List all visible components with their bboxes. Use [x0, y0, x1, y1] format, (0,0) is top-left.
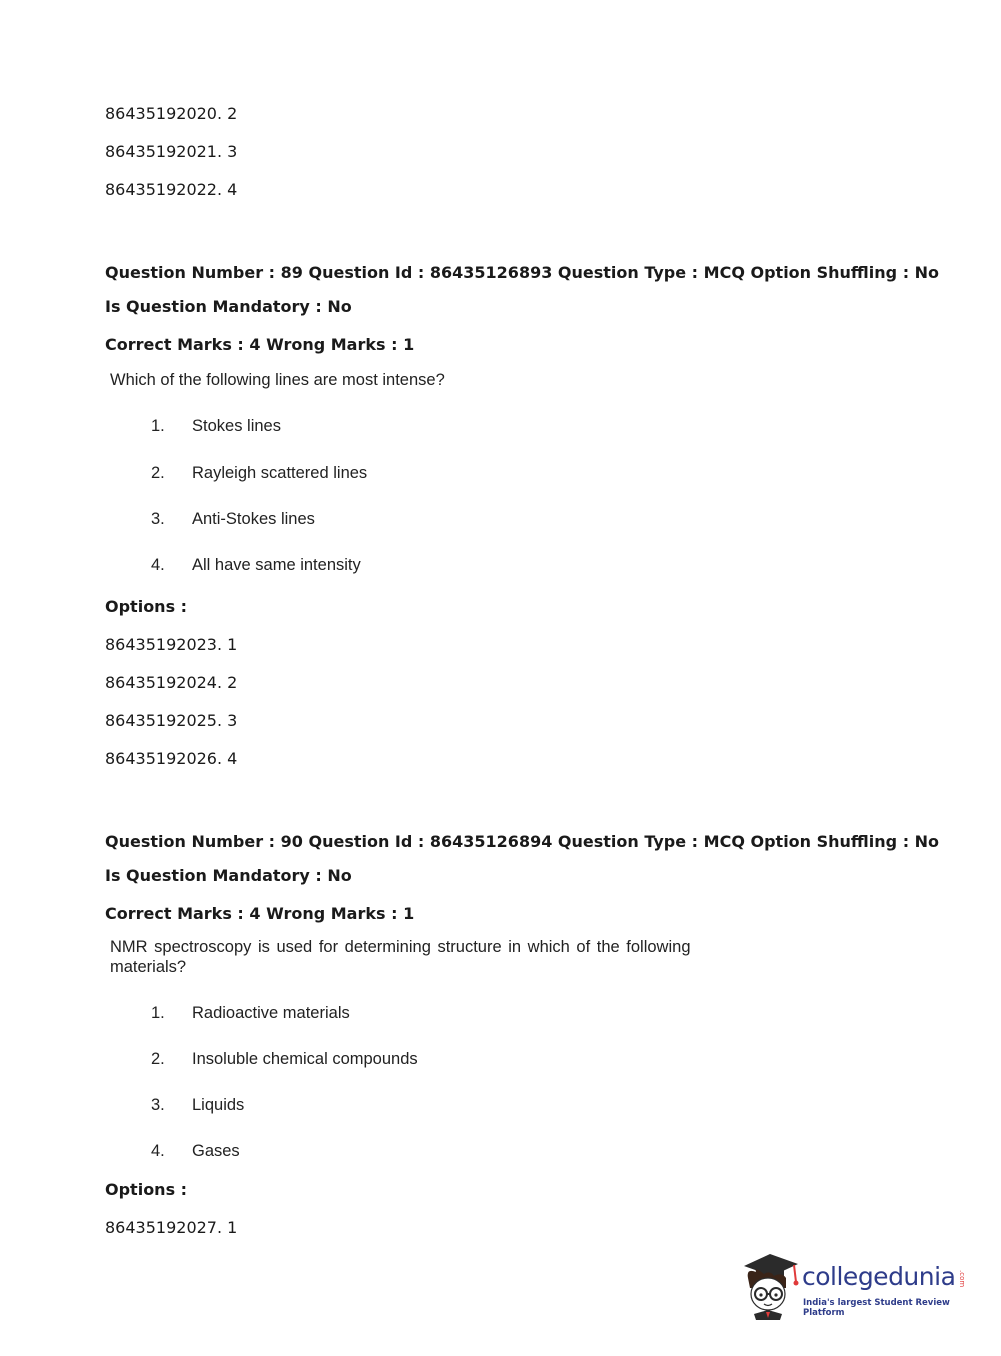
collegedunia-logo [740, 1248, 970, 1320]
logo-suffix: .com [958, 1270, 966, 1288]
q90-choice-text: Gases [192, 1142, 240, 1160]
q89-options-label: Options : [105, 597, 188, 616]
option-line: 86435192026. 4 [105, 749, 238, 768]
q89-choice-text: Anti-Stokes lines [192, 510, 315, 528]
option-line: 86435192023. 1 [105, 635, 238, 654]
q90-header: Question Number : 90 Question Id : 86435126894 Question Type : MCQ Option Shuffling : No [105, 832, 940, 851]
logo-wordmark: collegedunia [802, 1262, 956, 1291]
q90-options-label: Options : [105, 1180, 188, 1199]
logo-tagline: India's largest Student Review Platform [803, 1298, 950, 1318]
q90-mandatory: Is Question Mandatory : No [105, 866, 352, 885]
option-line: 86435192027. 1 [105, 1218, 238, 1237]
q90-choice-number: 4. [151, 1142, 165, 1160]
mascot-icon [740, 1248, 802, 1320]
q89-choice-number: 1. [151, 417, 165, 435]
q89-marks: Correct Marks : 4 Wrong Marks : 1 [105, 335, 415, 354]
q90-question-text: NMR spectroscopy is used for determining structure in which of the following [110, 938, 691, 956]
q90-choice-text: Liquids [192, 1096, 245, 1114]
q89-choice-text: Stokes lines [192, 417, 281, 435]
option-line: 86435192022. 4 [105, 180, 238, 199]
q89-choice-number: 3. [151, 510, 165, 528]
q90-marks: Correct Marks : 4 Wrong Marks : 1 [105, 904, 415, 923]
option-line: 86435192025. 3 [105, 711, 238, 730]
q90-choice-number: 3. [151, 1096, 165, 1114]
option-line: 86435192024. 2 [105, 673, 238, 692]
q90-choice-number: 2. [151, 1050, 165, 1068]
option-line: 86435192021. 3 [105, 142, 238, 161]
q89-choice-text: Rayleigh scattered lines [192, 464, 368, 482]
q89-choice-number: 4. [151, 556, 165, 574]
q89-question-text: Which of the following lines are most intense? [110, 371, 445, 389]
q90-choice-number: 1. [151, 1004, 165, 1022]
q89-mandatory: Is Question Mandatory : No [105, 297, 352, 316]
q90-choice-text: Insoluble chemical compounds [192, 1050, 418, 1068]
q89-header: Question Number : 89 Question Id : 86435126893 Question Type : MCQ Option Shuffling : No [105, 263, 940, 282]
q90-question-text-cont: materials? [110, 958, 187, 976]
q89-choice-text: All have same intensity [192, 556, 361, 574]
option-line: 86435192020. 2 [105, 104, 238, 123]
q90-choice-text: Radioactive materials [192, 1004, 350, 1022]
q89-choice-number: 2. [151, 464, 165, 482]
